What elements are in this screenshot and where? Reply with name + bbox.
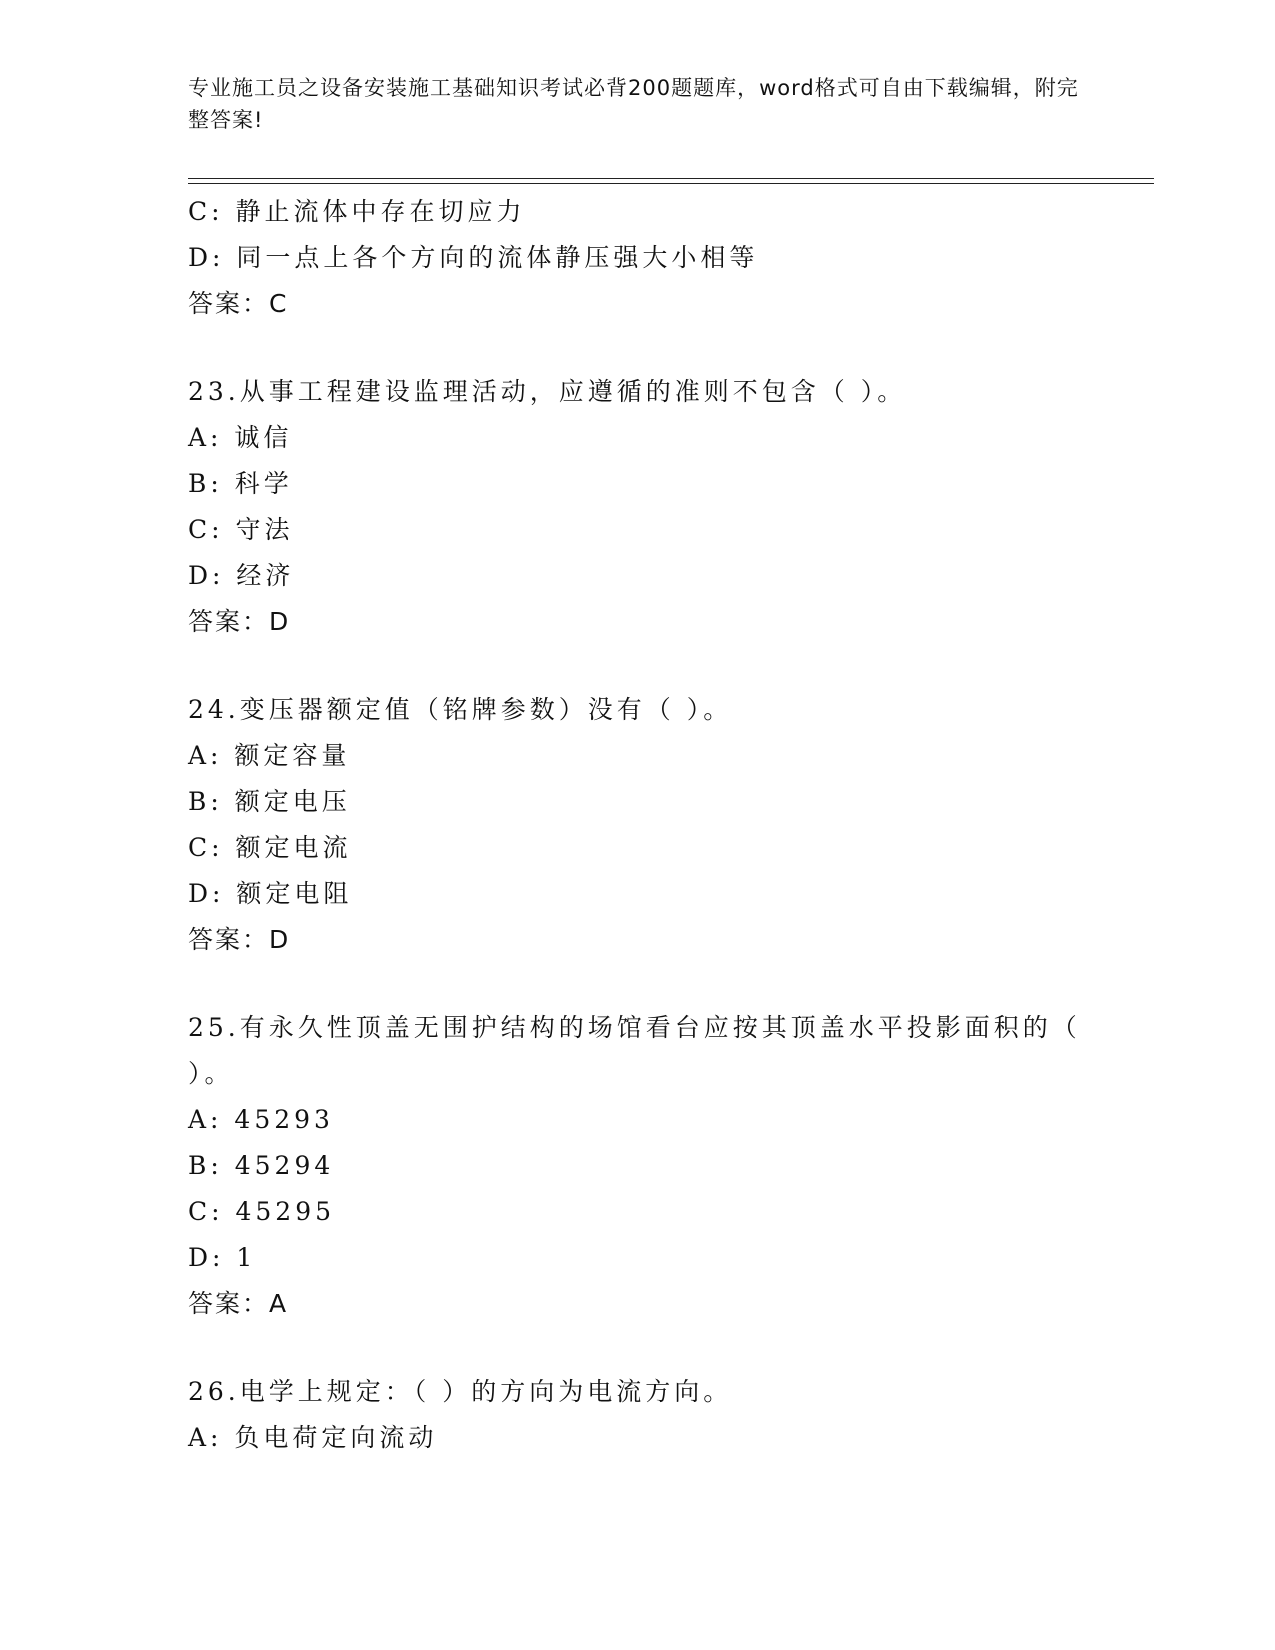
option-a: A: 额定容量 <box>188 741 351 770</box>
spacer <box>188 1327 1088 1369</box>
question-text: 24.变压器额定值（铭牌参数）没有（ ）。 <box>188 695 733 724</box>
header-divider-bottom <box>188 183 1154 184</box>
question-text: 23.从事工程建设监理活动，应遵循的准则不包含（ ）。 <box>188 377 907 406</box>
question-list <box>188 189 1088 1461</box>
option-a: A: 45293 <box>188 1105 334 1134</box>
question-block-25 <box>188 1005 1088 1327</box>
option-d: D: 同一点上各个方向的流体静压强大小相等 <box>188 243 759 272</box>
option-c: C: 额定电流 <box>188 833 352 862</box>
question-text: 25.有永久性顶盖无围护结构的场馆看台应按其顶盖水平投影面积的（ ）。 <box>188 1013 1081 1088</box>
option-b: B: 45294 <box>188 1151 335 1180</box>
answer-text: 答案：D <box>188 925 291 954</box>
spacer <box>188 327 1088 369</box>
option-d: D: 1 <box>188 1243 257 1272</box>
spacer <box>188 645 1088 687</box>
option-a: A: 诚信 <box>188 423 293 452</box>
question-block-22 <box>188 189 1088 327</box>
question-block-24 <box>188 687 1088 963</box>
spacer <box>188 963 1088 1005</box>
option-a: A: 负电荷定向流动 <box>188 1423 438 1452</box>
header-divider-top <box>188 178 1154 179</box>
answer-text: 答案：C <box>188 289 289 318</box>
question-block-23 <box>188 369 1088 645</box>
option-b: B: 科学 <box>188 469 293 498</box>
option-c: C: 静止流体中存在切应力 <box>188 197 526 226</box>
option-c: C: 守法 <box>188 515 294 544</box>
answer-text: 答案：A <box>188 1289 289 1318</box>
option-d: D: 经济 <box>188 561 295 590</box>
document-header: 专业施工员之设备安装施工基础知识考试必背200题题库，word格式可自由下载编辑，附完整答案! <box>188 76 1079 132</box>
option-c: C: 45295 <box>188 1197 336 1226</box>
option-d: D: 额定电阻 <box>188 879 353 908</box>
option-b: B: 额定电压 <box>188 787 351 816</box>
question-text: 26.电学上规定：（ ）的方向为电流方向。 <box>188 1377 733 1406</box>
answer-text: 答案：D <box>188 607 291 636</box>
question-block-26 <box>188 1369 1088 1461</box>
